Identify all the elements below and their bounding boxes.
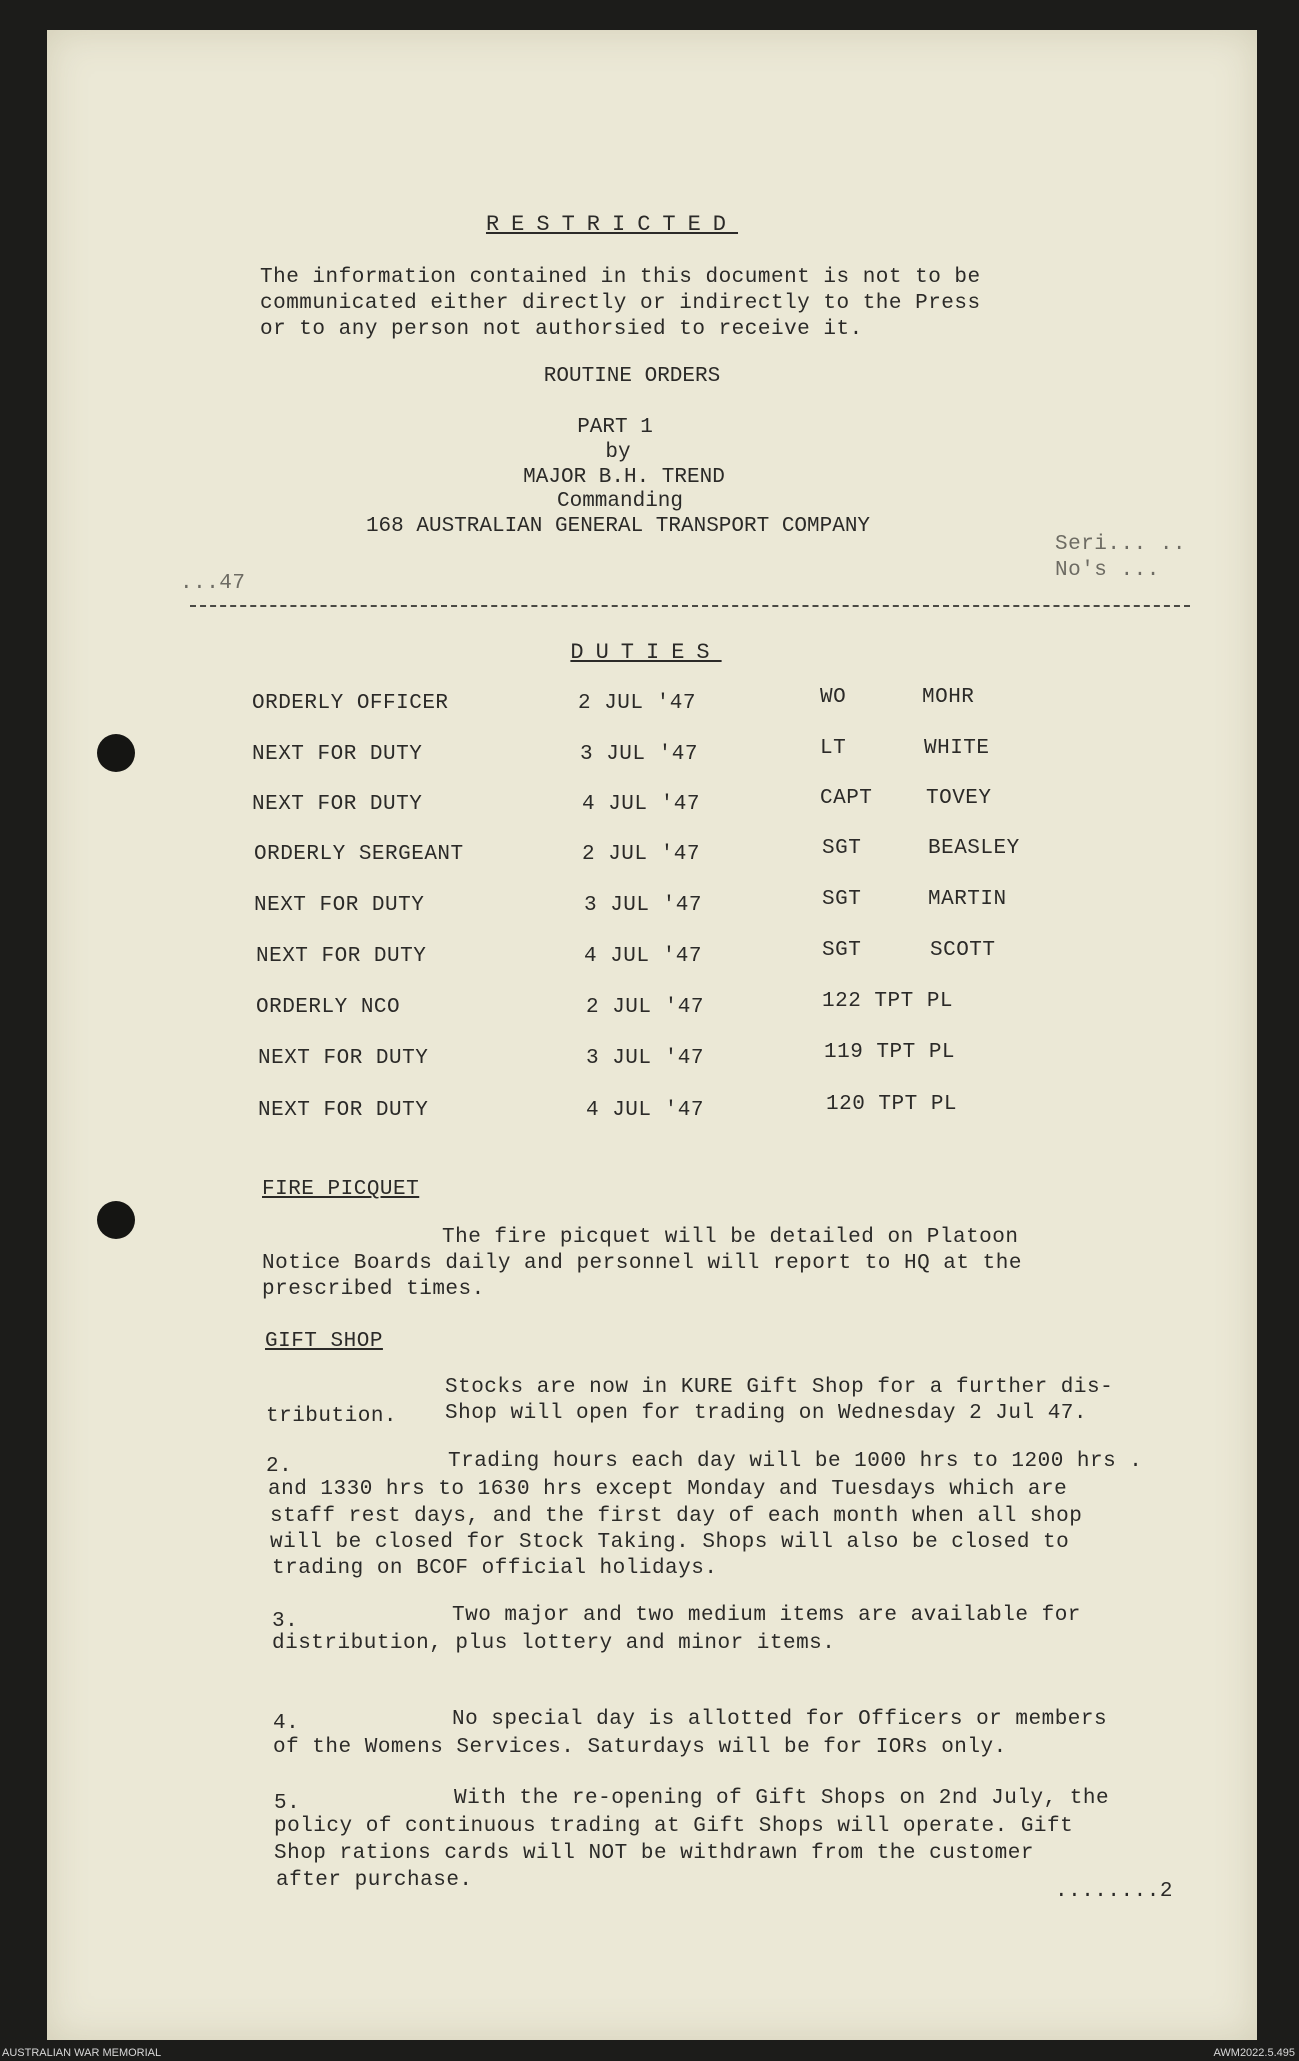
punch-hole [97, 1201, 135, 1239]
fire-picquet-text: prescribed times. [262, 1278, 485, 1301]
fire-picquet-heading: FIRE PICQUET [262, 1178, 420, 1201]
archive-credit: AUSTRALIAN WAR MEMORIAL [2, 2047, 162, 2059]
officer-name: MAJOR B.H. TREND [523, 466, 725, 489]
duty-rank: LT [820, 737, 847, 760]
part-label: PART 1 [577, 416, 653, 439]
gift-shop-paragraph-4: No special day is allotted for Officers or members [452, 1708, 1108, 1731]
gift-shop-paragraph-1: tribution. [266, 1405, 398, 1428]
duty-role: NEXT FOR DUTY [256, 945, 427, 968]
duty-platoon: 119 TPT PL [824, 1041, 956, 1064]
duty-date: 3 JUL '47 [580, 743, 698, 766]
commanding-label: Commanding [556, 490, 684, 513]
unit-name: 168 AUSTRALIAN GENERAL TRANSPORT COMPANY [365, 515, 871, 538]
gift-shop-paragraph-2: staff rest days, and the first day of each month when all shop [270, 1505, 1083, 1528]
duty-role: ORDERLY OFFICER [252, 692, 449, 715]
gift-shop-paragraph-2: will be closed for Stock Taking. Shops will also be closed to [270, 1531, 1070, 1554]
duty-name: MOHR [922, 686, 975, 709]
by-label: by [605, 441, 631, 464]
duty-date: 4 JUL '47 [584, 945, 702, 968]
paragraph-number: 5. [274, 1792, 301, 1815]
gift-shop-paragraph-5: after purchase. [276, 1869, 473, 1892]
duty-platoon: 120 TPT PL [826, 1093, 958, 1116]
duty-date: 2 JUL '47 [586, 996, 704, 1019]
duty-rank: CAPT [820, 787, 873, 810]
gift-shop-paragraph-1: Stocks are now in KURE Gift Shop for a further dis- [445, 1376, 1114, 1399]
fire-picquet-text: Notice Boards daily and personnel will report to HQ at the [262, 1252, 1022, 1275]
punch-hole [97, 734, 135, 772]
page-continuation: ........2 [1055, 1880, 1173, 1903]
gift-shop-paragraph-2: and 1330 hrs to 1630 hrs except Monday and Tuesdays which are [268, 1478, 1068, 1501]
duty-rank: SGT [822, 939, 862, 962]
duty-date: 3 JUL '47 [586, 1047, 704, 1070]
gift-shop-heading: GIFT SHOP [265, 1330, 383, 1353]
duty-role: ORDERLY NCO [256, 996, 401, 1019]
document-title: ROUTINE ORDERS [543, 365, 721, 388]
notice-line: communicated either directly or indirectly to the Press [260, 292, 981, 315]
duty-name: BEASLEY [928, 837, 1020, 860]
gift-shop-paragraph-4: of the Womens Services. Saturdays will be for IORs only. [273, 1736, 1007, 1759]
duty-role: NEXT FOR DUTY [258, 1047, 429, 1070]
serial-number: No's ... [1055, 559, 1160, 582]
duty-date: 2 JUL '47 [578, 692, 696, 715]
duties-heading: DUTIES [570, 640, 722, 665]
gift-shop-paragraph-3: distribution, plus lottery and minor items. [272, 1632, 836, 1655]
duty-name: WHITE [924, 737, 990, 760]
duty-rank: WO [820, 686, 847, 709]
duty-role: NEXT FOR DUTY [254, 894, 425, 917]
divider [190, 605, 1190, 607]
duty-date: 3 JUL '47 [584, 894, 702, 917]
notice-line: or to any person not authorsied to receive it. [260, 318, 863, 341]
gift-shop-paragraph-3: Two major and two medium items are available for [452, 1604, 1081, 1627]
duty-date: 2 JUL '47 [582, 843, 700, 866]
duty-name: SCOTT [930, 939, 996, 962]
serial-number: Seri... .. [1055, 533, 1187, 556]
gift-shop-paragraph-5: policy of continuous trading at Gift Shops will operate. Gift [274, 1815, 1074, 1838]
duty-role: NEXT FOR DUTY [252, 793, 423, 816]
duty-rank: SGT [822, 888, 862, 911]
gift-shop-paragraph-5: Shop rations cards will NOT be withdrawn from the customer [274, 1842, 1034, 1865]
duty-name: TOVEY [926, 787, 992, 810]
archive-reference: AWM2022.5.495 [1213, 2047, 1295, 2059]
duty-date: 4 JUL '47 [586, 1099, 704, 1122]
gift-shop-paragraph-1: Shop will open for trading on Wednesday 2 Jul 47. [445, 1402, 1088, 1425]
classification-heading: RESTRICTED [485, 212, 739, 237]
paragraph-number: 2. [266, 1455, 293, 1478]
paragraph-number: 4. [273, 1712, 300, 1735]
gift-shop-paragraph-2: trading on BCOF official holidays. [272, 1557, 718, 1580]
duty-name: MARTIN [928, 888, 1007, 911]
gift-shop-paragraph-2: Trading hours each day will be 1000 hrs to 1200 hrs . [448, 1450, 1143, 1473]
notice-line: The information contained in this document is not to be [260, 266, 981, 289]
paragraph-number: 3. [272, 1610, 299, 1633]
duty-platoon: 122 TPT PL [822, 990, 954, 1013]
fire-picquet-text: The fire picquet will be detailed on Platoon [442, 1226, 1019, 1249]
duty-role: ORDERLY SERGEANT [254, 843, 464, 866]
gift-shop-paragraph-5: With the re-opening of Gift Shops on 2nd July, the [454, 1787, 1110, 1810]
duty-date: 4 JUL '47 [582, 793, 700, 816]
duty-rank: SGT [822, 837, 862, 860]
date-fragment: ...47 [180, 572, 246, 595]
duty-role: NEXT FOR DUTY [258, 1099, 429, 1122]
duty-role: NEXT FOR DUTY [252, 743, 423, 766]
